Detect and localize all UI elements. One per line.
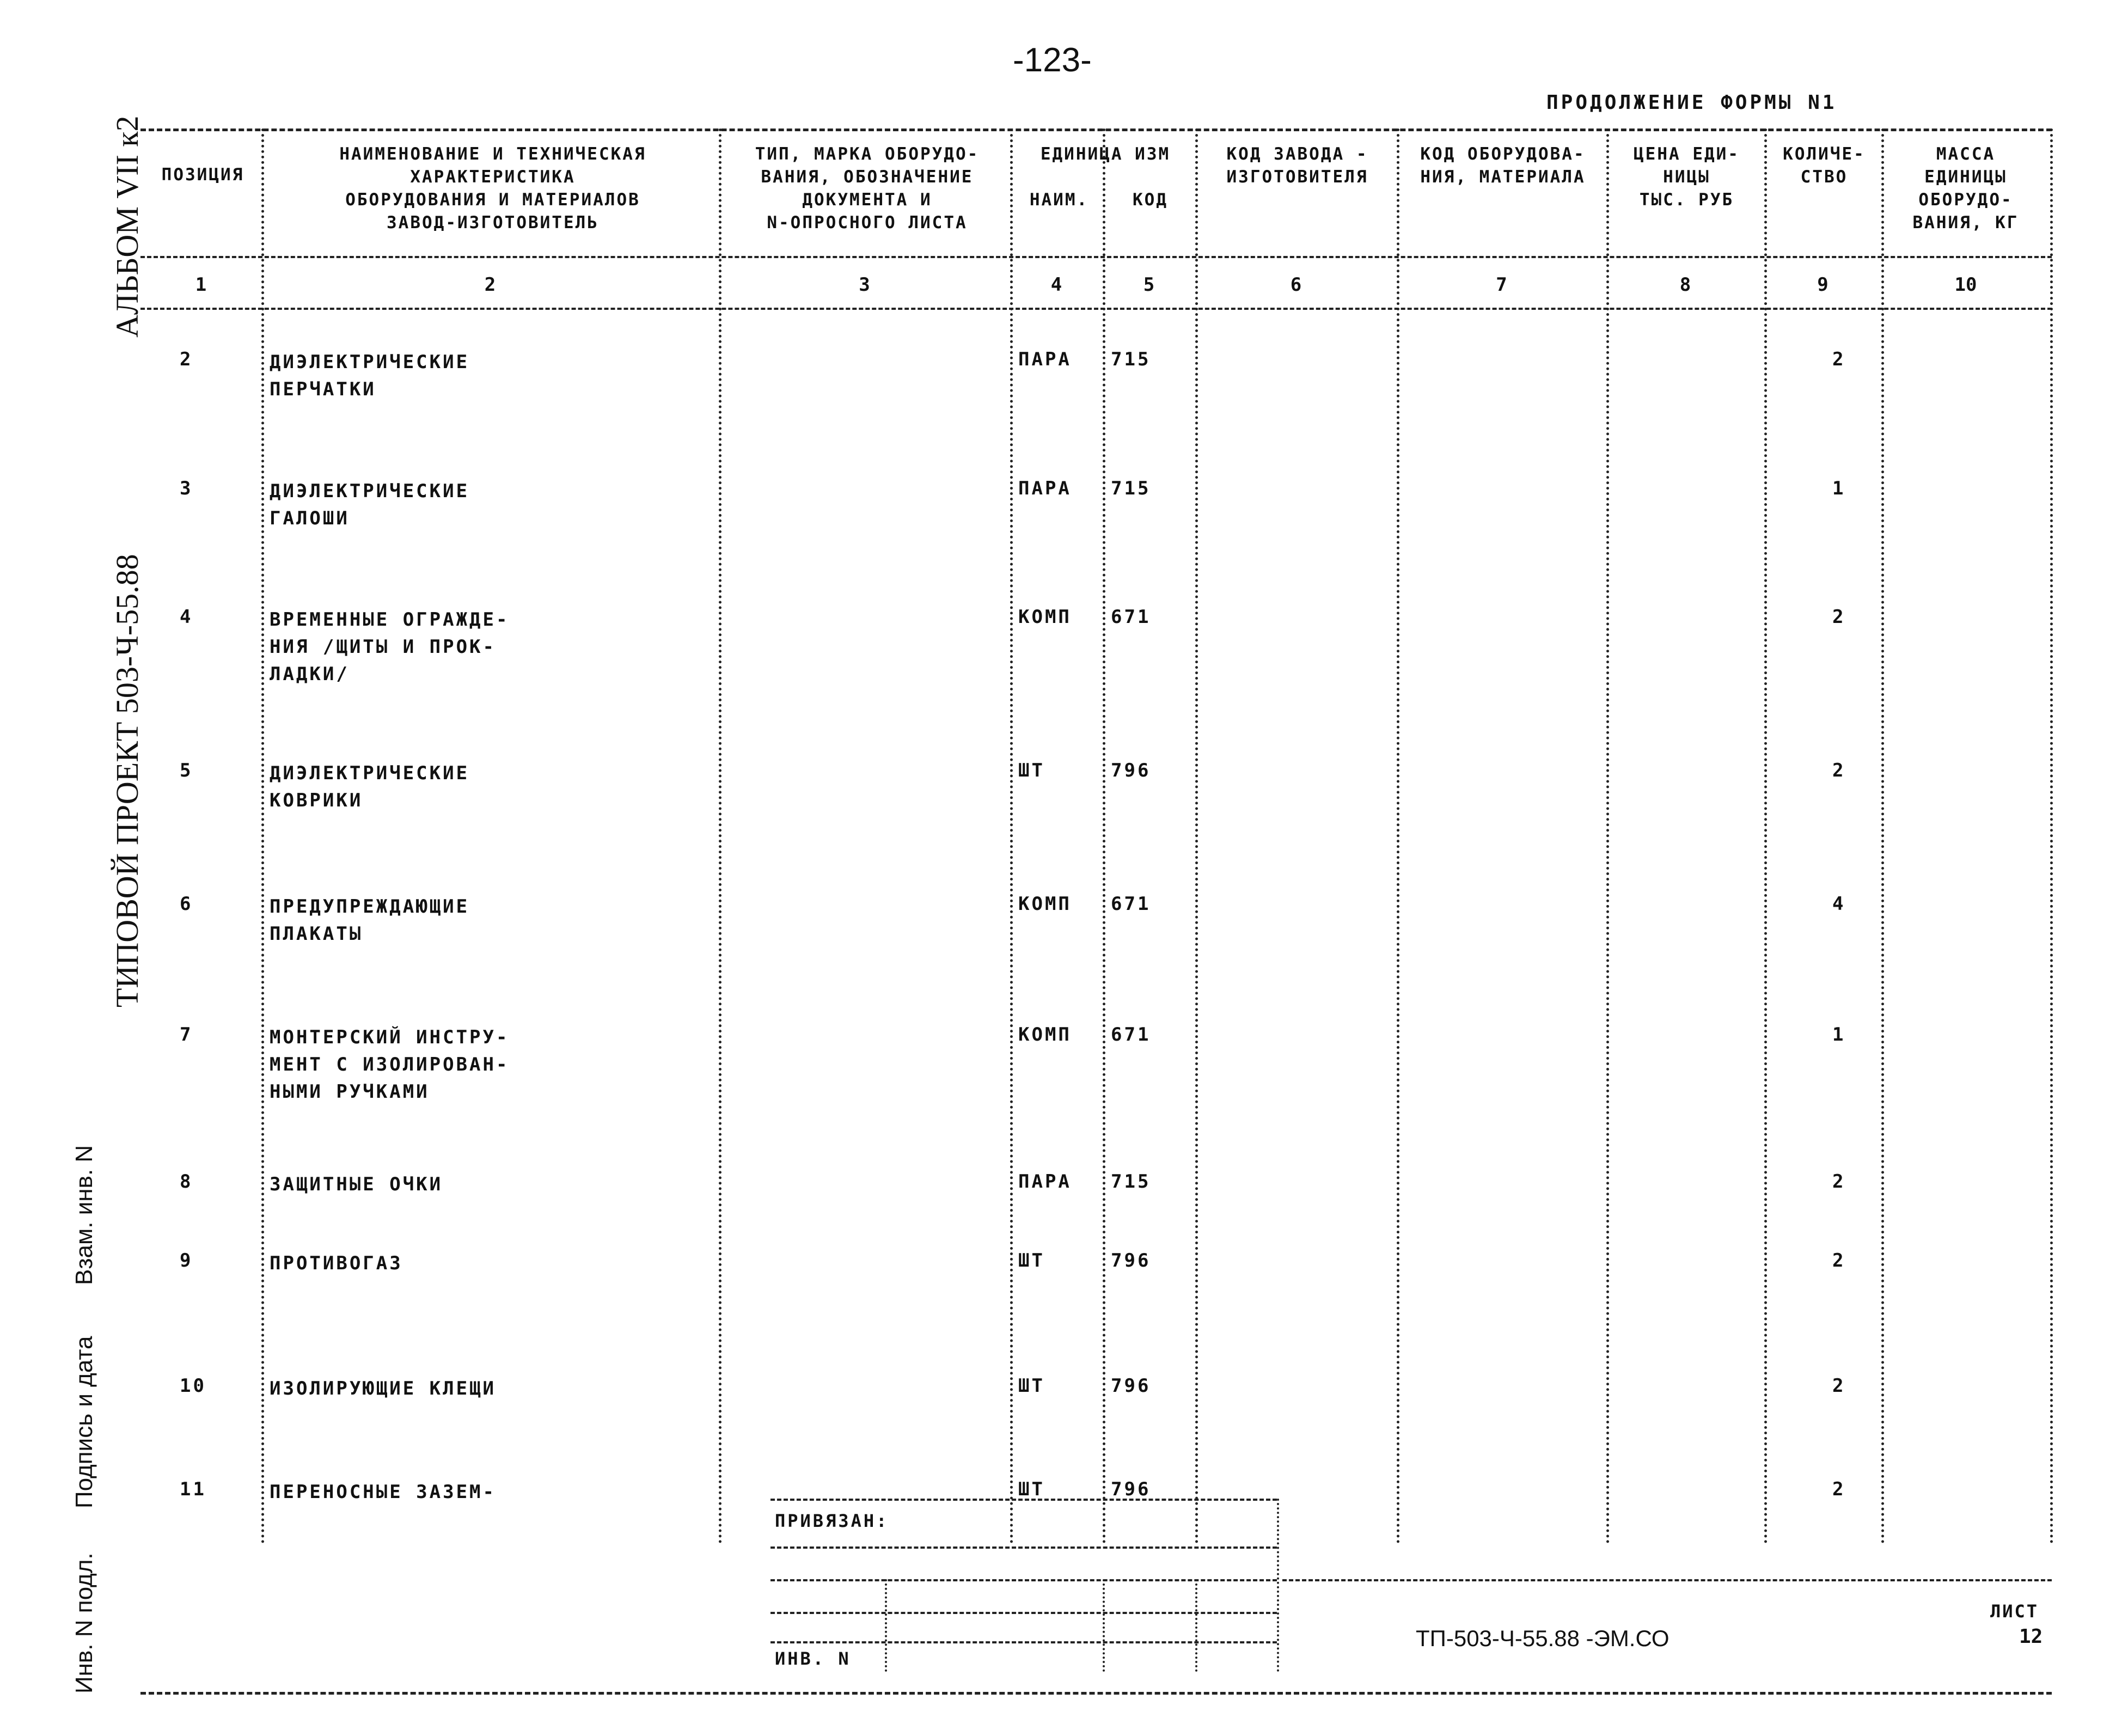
- row-position: 8: [180, 1171, 193, 1193]
- row-unit-code: 796: [1111, 1250, 1151, 1272]
- col-divider: [1010, 129, 1013, 1544]
- col-divider: [1606, 129, 1609, 1544]
- document-code: ТП-503-Ч-55.88 -ЭМ.СО: [1416, 1625, 1670, 1651]
- sheet-number: 12: [2019, 1625, 2043, 1648]
- title-block-stamp: [770, 1499, 1282, 1676]
- row-position: 11: [180, 1478, 206, 1500]
- row-quantity: 2: [1832, 1171, 1846, 1193]
- header-price: ЦЕНА ЕДИ- НИЦЫ ТЫС. РУБ: [1634, 144, 1740, 210]
- row-unit: КОМП: [1018, 606, 1072, 628]
- col-divider: [1397, 129, 1399, 1544]
- header-unit-code: КОД: [1133, 190, 1168, 210]
- row-unit-code: 796: [1111, 1478, 1151, 1500]
- stamp-divider: [1277, 1499, 1279, 1672]
- column-number: 7: [1496, 274, 1507, 296]
- row-unit: ПАРА: [1018, 1171, 1072, 1193]
- column-number: 6: [1290, 274, 1302, 296]
- row-name: ПРОТИВОГАЗ: [270, 1252, 403, 1274]
- stamp-line: [770, 1546, 1277, 1549]
- column-number: 9: [1817, 274, 1829, 296]
- row-unit-code: 715: [1111, 349, 1151, 370]
- column-number: 1: [195, 274, 207, 296]
- row-quantity: 2: [1832, 349, 1846, 370]
- inv-n-label: ИНВ. N: [775, 1648, 851, 1669]
- row-name: ПЕРЕНОСНЫЕ ЗАЗЕМ-: [270, 1481, 496, 1503]
- row-position: 9: [180, 1250, 193, 1272]
- col-divider: [261, 129, 264, 1544]
- row-position: 2: [180, 349, 193, 370]
- row-position: 10: [180, 1375, 206, 1397]
- stamp-divider: [1195, 1579, 1197, 1672]
- row-unit: ШТ: [1018, 1478, 1045, 1500]
- row-quantity: 1: [1832, 1024, 1846, 1046]
- row-name: ИЗОЛИРУЮЩИЕ КЛЕЩИ: [270, 1378, 496, 1399]
- row-quantity: 2: [1832, 760, 1846, 781]
- sidebar-podpis-data: Подпись и дата: [71, 1336, 97, 1508]
- stamp-top-line: [770, 1499, 1277, 1501]
- row-unit: КОМП: [1018, 893, 1072, 915]
- sheet-label: ЛИСТ: [1990, 1601, 2039, 1622]
- stamp-divider: [1103, 1579, 1105, 1672]
- column-number: 8: [1679, 274, 1691, 296]
- column-number: 4: [1050, 274, 1062, 296]
- header-name: НАИМЕНОВАНИЕ И ТЕХНИЧЕСКАЯ ХАРАКТЕРИСТИКА ОБОРУДОВАНИЯ И МАТЕРИАЛОВ ЗАВОД-ИЗГОТОВИТЕЛЬ: [339, 144, 646, 233]
- row-quantity: 2: [1832, 606, 1846, 628]
- album-stamp: АЛЬБОМ VII к2: [109, 115, 145, 338]
- col-divider: [2050, 129, 2053, 1544]
- row-quantity: 2: [1832, 1250, 1846, 1272]
- col-divider: [719, 129, 721, 1544]
- header-mass: МАССА ЕДИНИЦЫ ОБОРУДО- ВАНИЯ, КГ: [1912, 144, 2019, 233]
- row-unit: ПАРА: [1018, 478, 1072, 499]
- header-unit: ЕДИНИЦА ИЗМ: [1040, 144, 1171, 164]
- title-block-top-line: [1282, 1579, 2052, 1581]
- header-type: ТИП, МАРКА ОБОРУДО- ВАНИЯ, ОБОЗНАЧЕНИЕ ДОКУМЕНТА И N-ОПРОСНОГО ЛИСТА: [755, 144, 980, 233]
- row-name: ДИЭЛЕКТРИЧЕСКИЕ ПЕРЧАТКИ: [270, 351, 470, 400]
- row-name: ДИЭЛЕКТРИЧЕСКИЕ КОВРИКИ: [270, 762, 470, 811]
- stamp-divider: [885, 1579, 887, 1672]
- sidebar-inv-podl: Инв. N подл.: [71, 1552, 97, 1694]
- project-stamp: ТИПОВОЙ ПРОЕКТ 503-Ч-55.88: [109, 554, 145, 1007]
- header-factory-code: КОД ЗАВОДА - ИЗГОТОВИТЕЛЯ: [1226, 144, 1368, 187]
- row-unit-code: 796: [1111, 1375, 1151, 1397]
- stamp-line: [770, 1641, 1277, 1643]
- col-divider: [1103, 129, 1105, 1544]
- row-quantity: 4: [1832, 893, 1846, 915]
- col-divider: [1881, 129, 1884, 1544]
- row-quantity: 2: [1832, 1478, 1846, 1500]
- row-unit-code: 796: [1111, 760, 1151, 781]
- row-unit: КОМП: [1018, 1024, 1072, 1046]
- column-number: 5: [1143, 274, 1155, 296]
- header-equipment-code: КОД ОБОРУДОВА- НИЯ, МАТЕРИАЛА: [1420, 144, 1586, 187]
- row-unit: ШТ: [1018, 760, 1045, 781]
- row-unit-code: 671: [1111, 893, 1151, 915]
- row-position: 3: [180, 478, 193, 499]
- row-unit-code: 715: [1111, 1171, 1151, 1193]
- row-unit-code: 671: [1111, 606, 1151, 628]
- continuation-label: ПРОДОЛЖЕНИЕ ФОРМЫ N1: [1546, 91, 1837, 114]
- row-position: 7: [180, 1024, 193, 1046]
- sidebar-vzam-inv: Взам. инв. N: [71, 1145, 97, 1285]
- row-quantity: 1: [1832, 478, 1846, 499]
- row-unit: ШТ: [1018, 1250, 1045, 1272]
- row-position: 4: [180, 606, 193, 628]
- column-number: 10: [1954, 274, 1977, 296]
- column-number: 2: [484, 274, 496, 296]
- row-name: ВРЕМЕННЫЕ ОГРАЖДЕ- НИЯ /ЩИТЫ И ПРОК- ЛАДКИ/: [270, 609, 510, 685]
- stamp-line: [770, 1579, 1277, 1581]
- row-position: 5: [180, 760, 193, 781]
- row-unit: ПАРА: [1018, 349, 1072, 370]
- column-number: 3: [859, 274, 870, 296]
- header-unit-name: НАИМ.: [1029, 190, 1089, 210]
- col-divider: [1195, 129, 1198, 1544]
- row-name: ЗАЩИТНЫЕ ОЧКИ: [270, 1173, 443, 1195]
- privyazan-label: ПРИВЯЗАН:: [775, 1511, 889, 1531]
- row-unit: ШТ: [1018, 1375, 1045, 1397]
- page-number: -123-: [1013, 41, 1092, 79]
- row-position: 6: [180, 893, 193, 915]
- header-quantity: КОЛИЧЕ- СТВО: [1783, 144, 1866, 187]
- stamp-line: [770, 1612, 1277, 1614]
- row-unit-code: 671: [1111, 1024, 1151, 1046]
- header-position: ПОЗИЦИЯ: [161, 165, 244, 185]
- row-name: ПРЕДУПРЕЖДАЮЩИЕ ПЛАКАТЫ: [270, 896, 470, 945]
- row-name: ДИЭЛЕКТРИЧЕСКИЕ ГАЛОШИ: [270, 480, 470, 529]
- row-name: МОНТЕРСКИЙ ИНСТРУ- МЕНТ С ИЗОЛИРОВАН- НЫМИ РУЧКАМИ: [270, 1026, 510, 1103]
- row-unit-code: 715: [1111, 478, 1151, 499]
- col-divider: [1764, 129, 1767, 1544]
- row-quantity: 2: [1832, 1375, 1846, 1397]
